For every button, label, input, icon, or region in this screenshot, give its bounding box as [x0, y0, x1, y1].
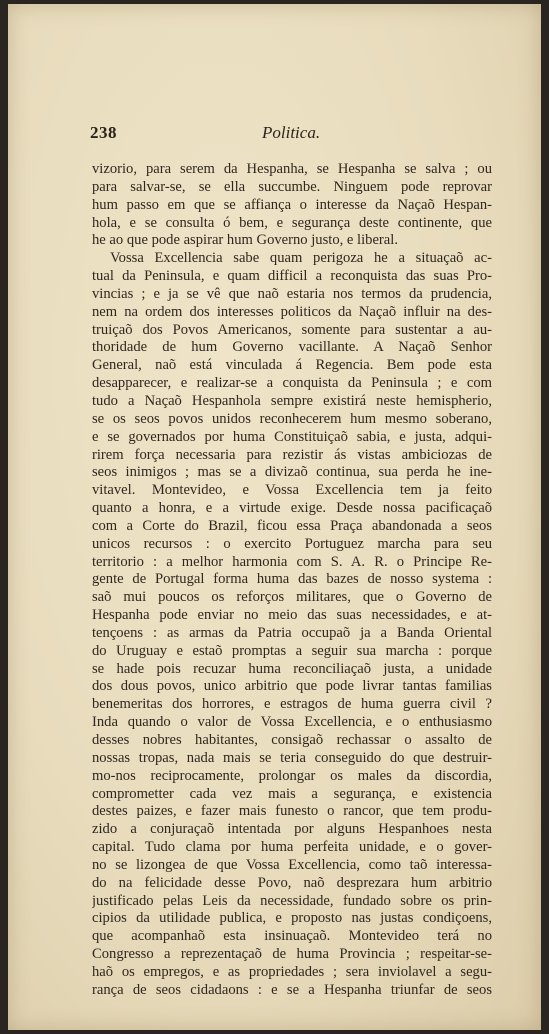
text-line: Hespanha pode enviar no meio das suas necessidades, e at-	[92, 607, 492, 624]
text-line: Vossa Excellencia sabe quam perigoza he a situaçaõ ac-	[110, 250, 492, 267]
text-line: tual da Peninsula, e quam difficil a reconquista das suas Pro-	[92, 268, 492, 285]
text-line: zido a conjuraçaõ intentada por alguns Hespanhoes nesta	[92, 821, 492, 838]
text-line: rirem força necessaria para rezistir ás vistas ambiciozas de	[92, 446, 492, 463]
text-line: se os seos povos unidos reconhecerem hum mesmo soberano,	[92, 410, 492, 427]
page-header	[90, 123, 492, 149]
text-line: vincias ; e ja se vê que naõ estaria nos termos da prudencia,	[92, 285, 492, 302]
text-line: que acompanhaõ esta insinuaçaõ. Montevideo terá no	[92, 928, 492, 945]
text-line: do na felicidade desse Povo, naõ desprezara hum arbitrio	[92, 874, 492, 891]
text-line: desses nobres habitantes, consigaõ rechassar o assalto de	[92, 732, 492, 748]
text-line: hum passo em que se affiança o interesse da Naçaõ Hespan-	[92, 196, 492, 213]
book-page	[8, 4, 541, 1030]
text-line: he ao que pode aspirar hum Governo justo, e liberal.	[92, 232, 398, 249]
text-line: gente de Portugal forma huma das bazes de nosso systema :	[92, 571, 492, 588]
text-line: tençoens : as armas da Patria occupaõ ja a Banda Oriental	[92, 624, 492, 641]
text-line: do Uruguay e estaõ promptas a seguir sua marcha : porque	[92, 642, 492, 659]
text-line: hola, e se consulta ó bem, e segurança deste continente, que	[92, 214, 492, 231]
body-text	[92, 161, 492, 1000]
text-line: saõ mui poucos os reforços militares, que o Governo de	[92, 589, 492, 606]
text-line: destes paizes, e fazer mais funesto o rancor, que tem produ-	[92, 803, 492, 820]
text-line: Congresso a reprezentaçaõ de huma Provincia ; respeitar-se-	[92, 946, 492, 963]
text-line: Inda quando o valor de Vossa Excellencia, e o enthusiasmo	[92, 714, 492, 731]
text-line: thoridade de hum Governo vacillante. A Naçaõ Senhor	[92, 339, 492, 356]
text-line: territorio : a melhor harmonia com S. A. R. o Principe Re-	[92, 553, 492, 570]
text-line: haõ os empregos, e as propriedades ; sera inviolavel a segu-	[92, 963, 492, 980]
text-line: para salvar-se, se ella succumbe. Ninguem pode reprovar	[92, 178, 492, 195]
text-line: nossas tropas, nada mais se teria conseguido do que destruir-	[92, 749, 492, 766]
text-line: quanto a honra, e a virtude exige. Desde nossa pacificaçaõ	[92, 500, 492, 517]
text-line: dos dous povos, unico arbitrio que pode livrar tantas familias	[92, 678, 492, 695]
text-line: capital. Tudo clama por huma perfeita unidade, e o gover-	[92, 839, 492, 856]
text-line: nem na ordem dos interesses politicos da Naçaõ influir na des-	[92, 303, 492, 320]
text-line: com a Corte do Brazil, ficou essa Praça abandonada a seos	[92, 517, 492, 534]
text-line: truiçaõ dos Povos Americanos, somente para sustentar a au-	[92, 321, 492, 338]
running-head: Politica.	[262, 123, 321, 142]
text-line: comprometter cada vez mais a segurança, e existencia	[92, 785, 492, 802]
text-line: justificado pelas Leis da necessidade, fundado sobre os prin-	[92, 892, 492, 909]
text-line: mo-nos reciprocamente, prolongar os males da discordia,	[92, 767, 492, 784]
text-line: e se governados por huma Constituiçaõ sabia, e justa, adqui-	[92, 428, 492, 445]
text-line: General, naõ está vinculada á Regencia. Bem pode esta	[92, 357, 492, 374]
text-line: desapparecer, e realizar-se a conquista da Peninsula ; e com	[92, 375, 492, 392]
text-line: se hade pois recuzar huma reconciliaçaõ justa, a unidade	[92, 660, 492, 677]
text-line: seos inimigos ; mas se a divizaõ continua, sua perda he ine-	[92, 464, 492, 481]
text-line: benemeritas dos horrores, e estragos de huma guerra civil ?	[92, 696, 492, 713]
text-line: no se lizongea de que Vossa Excellencia, como taõ interessa-	[92, 856, 492, 873]
text-line: unicos recursos : o exercito Portuguez marcha para seu	[92, 535, 492, 552]
text-line: tudo a Naçaõ Hespanhola sempre existirá neste hemispherio,	[92, 392, 492, 409]
text-line: vizorio, para serem da Hespanha, se Hespanha se salva ; ou	[92, 161, 492, 177]
text-line: vitavel. Montevideo, e Vossa Excellencia tem ja feito	[92, 482, 492, 499]
page-number: 238	[90, 123, 117, 142]
text-line: cipios da utilidade publica, e proposto nas justas condiçoens,	[92, 910, 492, 927]
text-line: rança de seos cidadaons : e se a Hespanha triunfar de seos	[92, 981, 492, 998]
